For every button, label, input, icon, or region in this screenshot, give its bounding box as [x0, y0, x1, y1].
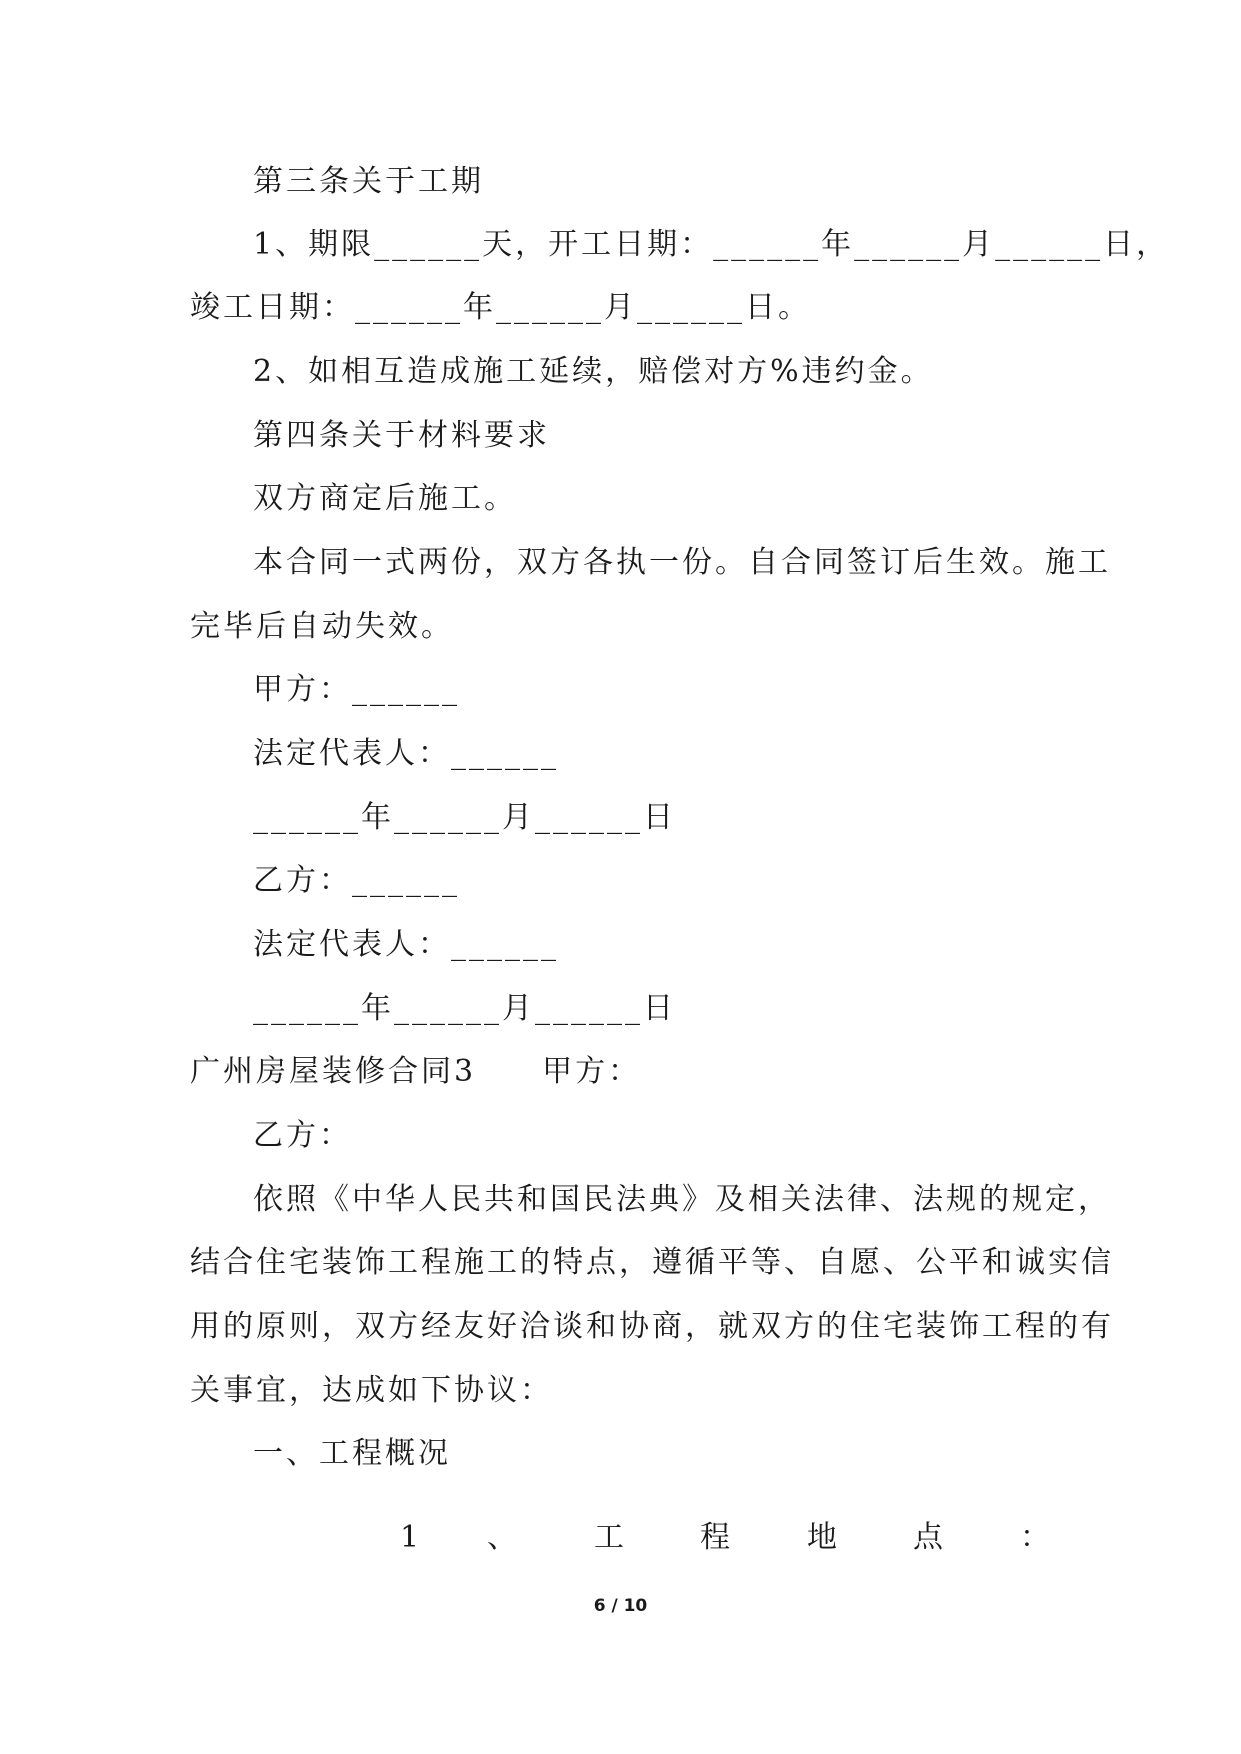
justified-char: 1: [400, 1520, 420, 1555]
paragraph-line: 1、期限______天，开工日期：______年______月______日，: [253, 227, 1170, 262]
contract-title-line: 广州房屋装修合同3 甲方：: [190, 1054, 642, 1089]
justified-char: 程: [700, 1520, 730, 1555]
paragraph-line: 竣工日期：______年______月______日。: [190, 290, 811, 325]
justified-char: 地: [807, 1520, 837, 1555]
paragraph-line: 结合住宅装饰工程施工的特点，遵循平等、自愿、公平和诚实信: [190, 1245, 1114, 1280]
party-a-line: 甲方：______: [253, 672, 460, 707]
section-heading-3: 第三条关于工期: [253, 164, 484, 199]
paragraph-line: 用的原则，双方经友好洽谈和协商，就双方的住宅装饰工程的有: [190, 1309, 1114, 1344]
legal-representative-line: 法定代表人：______: [253, 736, 559, 771]
justified-char: 点: [913, 1520, 943, 1555]
paragraph-line: 本合同一式两份，双方各执一份。自合同签订后生效。施工: [253, 545, 1111, 580]
paragraph-line: 2、如相互造成施工延续，赔偿对方%违约金。: [253, 354, 934, 389]
party-b-line: 乙方：______: [253, 863, 460, 898]
date-line: ______年______月______日: [253, 800, 676, 835]
paragraph-line: 完毕后自动失效。: [190, 609, 454, 644]
paragraph-line: 依照《中华人民共和国民法典》及相关法律、法规的规定，: [253, 1182, 1111, 1217]
justified-char: 工: [594, 1520, 624, 1555]
page-number: 6 / 10: [593, 1596, 648, 1616]
date-line: ______年______月______日: [253, 991, 676, 1026]
paragraph-line: 关事宜，达成如下协议：: [190, 1373, 553, 1408]
legal-representative-line: 法定代表人：______: [253, 927, 559, 962]
party-b-line: 乙方：: [253, 1118, 352, 1153]
justified-char: ：: [1020, 1520, 1050, 1555]
paragraph-line: 双方商定后施工。: [253, 481, 517, 516]
section-heading-4: 第四条关于材料要求: [253, 418, 550, 453]
justified-char: 、: [487, 1520, 517, 1555]
section-heading-1: 一、工程概况: [253, 1436, 451, 1471]
